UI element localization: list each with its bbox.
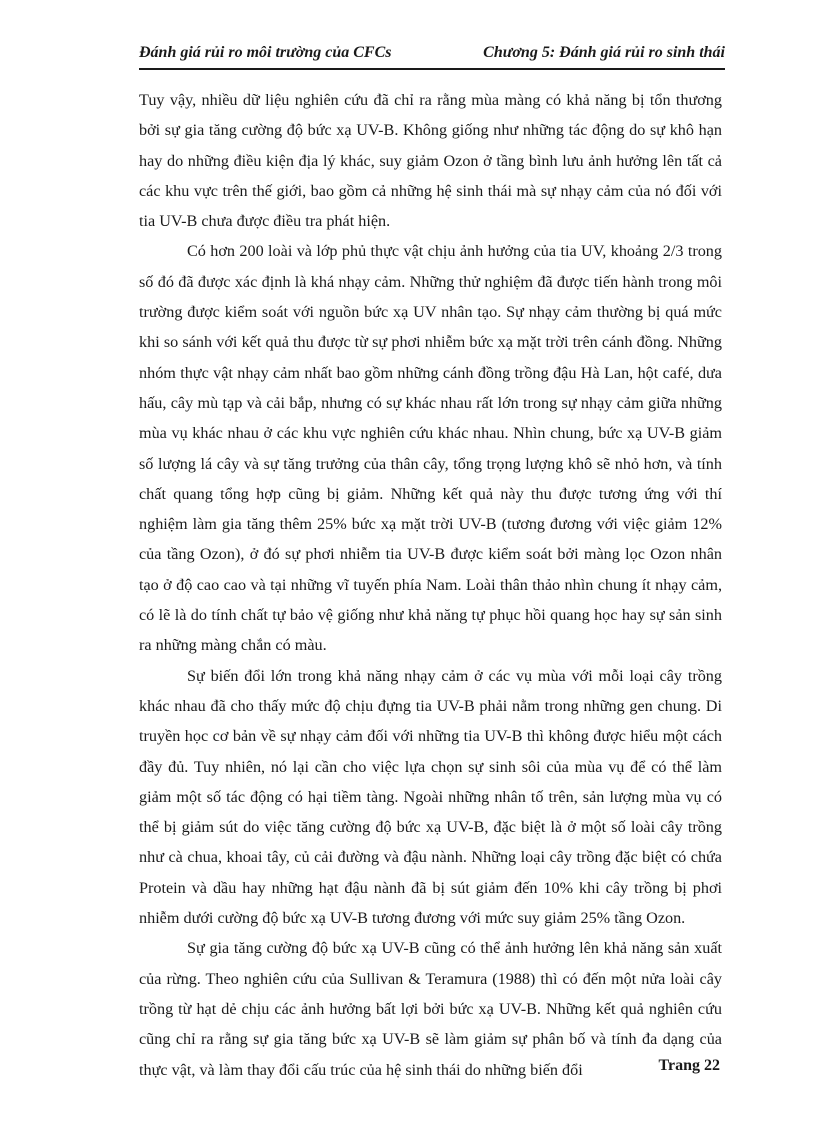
body-text (139, 85, 722, 1085)
header-chapter-title: Chương 5: Đánh giá rủi ro sinh thái (483, 44, 725, 61)
paragraph: Tuy vậy, nhiều dữ liệu nghiên cứu đã chỉ ra rằng mùa màng có khả năng bị tổn thương bởi sự gia tăng cường độ bức xạ UV-B. Không giống như những tác động do sự khô hạn hay do những điều kiện địa lý khác, suy giảm Ozon ở tầng bình lưu ảnh hưởng lên tất cả các khu vực trên thế giới, bao gồm cả những hệ sinh thái mà sự nhạy cảm của nó đối với tia UV-B chưa được điều tra phát hiện. (139, 91, 722, 231)
paragraph: Có hơn 200 loài và lớp phủ thực vật chịu ảnh hưởng của tia UV, khoảng 2/3 trong số đó đã được xác định là khá nhạy cảm. Những thử nghiệm đã được tiến hành trong môi trường được kiểm soát với nguồn bức xạ UV nhân tạo. Sự nhạy cảm thường bị quá mức khi so sánh với kết quả thu được từ sự phơi nhiễm bức xạ mặt trời trên cánh đồng. Những nhóm thực vật nhạy cảm nhất bao gồm những cánh đồng trồng đậu Hà Lan, hột café, dưa hấu, cây mù tạp và cải bắp, nhưng có sự khác nhau rất lớn trong sự nhạy cảm giữa những mùa vụ khác nhau ở các khu vực nghiên cứu khác nhau. Nhìn chung, bức xạ UV-B giảm số lượng lá cây và sự tăng trưởng của thân cây, tổng trọng lượng khô sẽ nhỏ hơn, và tính chất quang tổng hợp cũng bị giảm. Những kết quả này thu được tương ứng với thí nghiệm làm gia tăng thêm 25% bức xạ mặt trời UV-B (tương đương với việc giảm 12% của tầng Ozon), ở đó sự phơi nhiễm tia UV-B được kiểm soát bởi màng lọc Ozon nhân tạo ở độ cao cao và tại những vĩ tuyến phía Nam. Loài thân thảo nhìn chung ít nhạy cảm, có lẽ là do tính chất tự bảo vệ giống như khả năng tự phục hồi quang học hay sự sản sinh ra những màng chắn có màu. (139, 242, 722, 655)
paragraph: Sự gia tăng cường độ bức xạ UV-B cũng có thể ảnh hưởng lên khả năng sản xuất của rừng. Theo nghiên cứu của Sullivan & Teramura (1988) thì có đến một nửa loài cây trồng từ hạt dẻ chịu các ảnh hưởng bất lợi bởi bức xạ UV-B. Những kết quả nghiên cứu cũng chỉ ra rằng sự gia tăng bức xạ UV-B sẽ làm giảm sự phân bố và tính đa dạng của thực vật, và làm thay đổi cấu trúc của hệ sinh thái do những biến đổi (139, 939, 722, 1079)
paragraph: Sự biến đổi lớn trong khả năng nhạy cảm ở các vụ mùa với mỗi loại cây trồng khác nhau đã cho thấy mức độ chịu đựng tia UV-B phải nằm trong những gen chung. Di truyền học cơ bản về sự nhạy cảm đối với những tia UV-B thì không được hiểu một cách đầy đủ. Tuy nhiên, nó lại cần cho việc lựa chọn sự sinh sôi của mùa vụ để có thể làm giảm một số tác động có hại tiềm tàng. Ngoài những nhân tố trên, sản lượng mùa vụ có thể bị giảm sút do việc tăng cường độ bức xạ UV-B, đặc biệt là ở một số loài cây trồng như cà chua, khoai tây, củ cải đường và đậu nành. Những loại cây trồng đặc biệt có chứa Protein và dầu hay những hạt đậu nành đã bị sút giảm đến 10% khi cây trồng bị phơi nhiễm dưới cường độ bức xạ UV-B tương đương với mức suy giảm 25% tầng Ozon. (139, 666, 722, 928)
page-number: Trang 22 (658, 1057, 720, 1074)
header-document-title: Đánh giá rủi ro môi trường của CFCs (139, 44, 392, 61)
running-header (139, 38, 725, 70)
